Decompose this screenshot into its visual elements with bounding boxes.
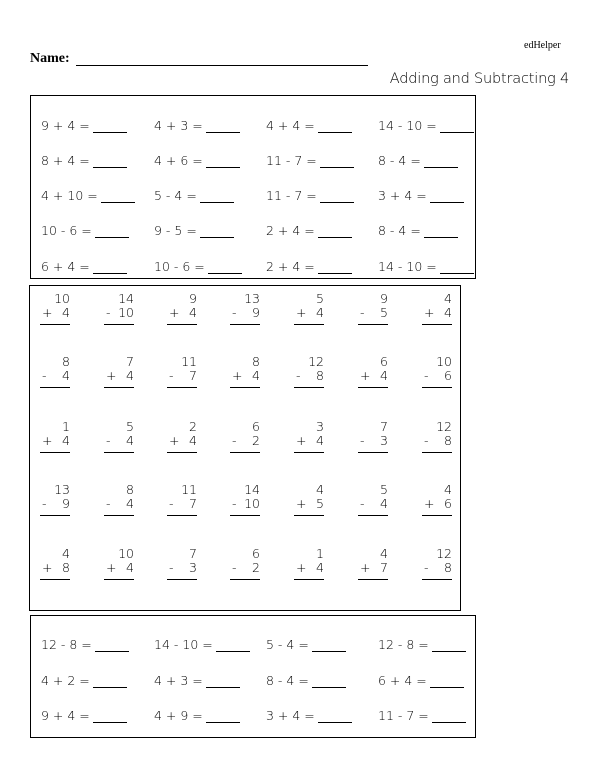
vertical-problem	[104, 547, 134, 580]
problem-expression: 11 - 7 =	[378, 708, 429, 723]
problem	[378, 708, 466, 723]
operator-sign: +	[42, 305, 53, 320]
top-operand: 10	[54, 291, 70, 306]
top-operand: 8	[126, 482, 134, 497]
answer-blank[interactable]	[200, 190, 234, 203]
vertical-problem	[40, 292, 70, 325]
name-input-line[interactable]	[76, 65, 368, 66]
bottom-operand: 8	[62, 560, 70, 575]
bottom-operand: 4	[252, 368, 260, 383]
operator-sign: -	[42, 496, 47, 511]
vertical-problem	[294, 420, 324, 453]
bottom-operand: 4	[62, 433, 70, 448]
problem	[378, 673, 464, 688]
answer-blank[interactable]	[318, 120, 352, 133]
bottom-operand: 4	[126, 496, 134, 511]
operator-line[interactable]	[358, 561, 388, 580]
top-operand: 13	[244, 291, 260, 306]
problem-expression: 8 - 4 =	[378, 153, 421, 168]
operator-line[interactable]	[294, 434, 324, 453]
operator-line[interactable]	[294, 369, 324, 388]
horizontal-problems-section-2	[30, 615, 476, 738]
bottom-operand: 4	[444, 305, 452, 320]
bottom-operand: 9	[252, 305, 260, 320]
top-operand: 6	[252, 419, 260, 434]
operator-line[interactable]	[104, 561, 134, 580]
operator-sign: -	[232, 433, 237, 448]
bottom-operand: 7	[189, 368, 197, 383]
bottom-operand: 4	[189, 433, 197, 448]
top-operand: 13	[54, 482, 70, 497]
problem	[378, 118, 474, 133]
problem-expression: 9 - 5 =	[154, 223, 197, 238]
problem-expression: 4 + 3 =	[154, 118, 203, 133]
bottom-operand: 4	[380, 496, 388, 511]
problem-expression: 14 - 10 =	[378, 118, 437, 133]
operator-line[interactable]	[230, 497, 260, 516]
operator-sign: -	[106, 496, 111, 511]
operator-sign: -	[360, 305, 365, 320]
answer-blank[interactable]	[424, 225, 458, 238]
vertical-problem	[40, 355, 70, 388]
vertical-problem	[358, 292, 388, 325]
problem-expression: 14 - 10 =	[378, 259, 437, 274]
top-operand: 3	[316, 419, 324, 434]
vertical-problem	[358, 420, 388, 453]
operator-sign: -	[424, 560, 429, 575]
top-operand: 1	[316, 546, 324, 561]
operator-sign: +	[424, 305, 435, 320]
bottom-operand: 8	[316, 368, 324, 383]
operator-line[interactable]	[422, 561, 452, 580]
top-operand: 12	[436, 419, 452, 434]
operator-sign: +	[169, 433, 180, 448]
operator-sign: +	[360, 368, 371, 383]
problem	[266, 223, 352, 238]
bottom-operand: 10	[118, 305, 134, 320]
operator-line[interactable]	[294, 497, 324, 516]
operator-sign: -	[42, 368, 47, 383]
vertical-problem	[294, 292, 324, 325]
operator-sign: +	[106, 368, 117, 383]
problem	[41, 223, 129, 238]
problem-expression: 12 - 8 =	[41, 637, 92, 652]
problem-expression: 4 + 3 =	[154, 673, 203, 688]
brand-label: edHelper	[524, 40, 561, 51]
answer-blank[interactable]	[318, 710, 352, 723]
operator-line[interactable]	[40, 497, 70, 516]
vertical-problem	[167, 483, 197, 516]
problem	[41, 118, 127, 133]
vertical-problem	[422, 420, 452, 453]
problem-expression: 4 + 10 =	[41, 188, 98, 203]
problem-expression: 11 - 7 =	[266, 153, 317, 168]
top-operand: 8	[62, 354, 70, 369]
operator-sign: +	[106, 560, 117, 575]
operator-line[interactable]	[167, 306, 197, 325]
problem-expression: 11 - 7 =	[266, 188, 317, 203]
answer-blank[interactable]	[216, 639, 250, 652]
problem-expression: 4 + 4 =	[266, 118, 315, 133]
operator-sign: +	[424, 496, 435, 511]
operator-sign: -	[360, 433, 365, 448]
top-operand: 10	[436, 354, 452, 369]
vertical-problem	[104, 420, 134, 453]
operator-line[interactable]	[167, 434, 197, 453]
bottom-operand: 8	[444, 433, 452, 448]
vertical-problems-section	[29, 285, 461, 611]
problem	[154, 118, 240, 133]
problem-expression: 8 + 4 =	[41, 153, 90, 168]
top-operand: 8	[252, 354, 260, 369]
problem	[266, 153, 354, 168]
top-operand: 12	[308, 354, 324, 369]
answer-blank[interactable]	[318, 261, 352, 274]
vertical-problem	[230, 420, 260, 453]
problem	[154, 637, 250, 652]
vertical-problem	[167, 547, 197, 580]
answer-blank[interactable]	[206, 710, 240, 723]
operator-line[interactable]	[230, 306, 260, 325]
vertical-problem	[40, 420, 70, 453]
vertical-problem	[230, 292, 260, 325]
top-operand: 5	[126, 419, 134, 434]
problem-expression: 12 - 8 =	[378, 637, 429, 652]
problem	[266, 708, 352, 723]
problem-expression: 2 + 4 =	[266, 259, 315, 274]
vertical-problem	[230, 355, 260, 388]
operator-sign: +	[296, 433, 307, 448]
operator-line[interactable]	[40, 434, 70, 453]
bottom-operand: 7	[189, 496, 197, 511]
horizontal-problems-section-1	[30, 95, 476, 279]
operator-line[interactable]	[358, 306, 388, 325]
problem	[266, 188, 354, 203]
answer-blank[interactable]	[432, 639, 466, 652]
answer-blank[interactable]	[432, 710, 466, 723]
operator-sign: -	[232, 560, 237, 575]
vertical-problem	[167, 420, 197, 453]
operator-line[interactable]	[422, 497, 452, 516]
top-operand: 9	[380, 291, 388, 306]
problem	[378, 259, 474, 274]
answer-blank[interactable]	[430, 190, 464, 203]
operator-line[interactable]	[40, 306, 70, 325]
problem	[154, 223, 234, 238]
problem-expression: 6 + 4 =	[41, 259, 90, 274]
top-operand: 6	[380, 354, 388, 369]
bottom-operand: 3	[380, 433, 388, 448]
answer-blank[interactable]	[93, 675, 127, 688]
top-operand: 11	[181, 482, 197, 497]
top-operand: 11	[181, 354, 197, 369]
answer-blank[interactable]	[200, 225, 234, 238]
answer-blank[interactable]	[318, 225, 352, 238]
bottom-operand: 4	[126, 560, 134, 575]
operator-line[interactable]	[230, 561, 260, 580]
top-operand: 14	[118, 291, 134, 306]
problem	[266, 637, 346, 652]
operator-line[interactable]	[422, 434, 452, 453]
answer-blank[interactable]	[93, 155, 127, 168]
problem	[41, 673, 127, 688]
top-operand: 7	[189, 546, 197, 561]
operator-line[interactable]	[294, 561, 324, 580]
problem-expression: 9 + 4 =	[41, 708, 90, 723]
operator-sign: -	[106, 305, 111, 320]
bottom-operand: 4	[316, 560, 324, 575]
answer-blank[interactable]	[95, 225, 129, 238]
operator-sign: +	[296, 305, 307, 320]
problem	[154, 153, 240, 168]
problem	[154, 188, 234, 203]
operator-line[interactable]	[104, 369, 134, 388]
top-operand: 4	[62, 546, 70, 561]
operator-sign: +	[42, 433, 53, 448]
problem-expression: 8 - 4 =	[378, 223, 421, 238]
problem	[378, 637, 466, 652]
operator-sign: -	[232, 305, 237, 320]
bottom-operand: 2	[252, 433, 260, 448]
problem-expression: 10 - 6 =	[41, 223, 92, 238]
vertical-problem	[422, 355, 452, 388]
top-operand: 2	[189, 419, 197, 434]
answer-blank[interactable]	[206, 675, 240, 688]
bottom-operand: 7	[380, 560, 388, 575]
top-operand: 4	[380, 546, 388, 561]
bottom-operand: 4	[189, 305, 197, 320]
bottom-operand: 3	[189, 560, 197, 575]
problem	[154, 673, 240, 688]
top-operand: 10	[118, 546, 134, 561]
bottom-operand: 8	[444, 560, 452, 575]
answer-blank[interactable]	[208, 261, 242, 274]
answer-blank[interactable]	[93, 261, 127, 274]
problem-expression: 3 + 4 =	[378, 188, 427, 203]
top-operand: 4	[316, 482, 324, 497]
answer-blank[interactable]	[440, 120, 474, 133]
operator-sign: -	[424, 433, 429, 448]
vertical-problem	[422, 547, 452, 580]
problem-expression: 4 + 2 =	[41, 673, 90, 688]
problem-expression: 6 + 4 =	[378, 673, 427, 688]
top-operand: 7	[380, 419, 388, 434]
top-operand: 6	[252, 546, 260, 561]
bottom-operand: 4	[126, 433, 134, 448]
operator-sign: +	[42, 560, 53, 575]
answer-blank[interactable]	[312, 639, 346, 652]
bottom-operand: 5	[380, 305, 388, 320]
operator-sign: -	[169, 496, 174, 511]
answer-blank[interactable]	[206, 120, 240, 133]
top-operand: 12	[436, 546, 452, 561]
vertical-problem	[358, 355, 388, 388]
problem	[154, 708, 240, 723]
answer-blank[interactable]	[93, 120, 127, 133]
answer-blank[interactable]	[430, 675, 464, 688]
answer-blank[interactable]	[424, 155, 458, 168]
problem-expression: 9 + 4 =	[41, 118, 90, 133]
problem	[41, 153, 127, 168]
vertical-problem	[104, 355, 134, 388]
operator-sign: -	[232, 496, 237, 511]
bottom-operand: 2	[252, 560, 260, 575]
bottom-operand: 4	[62, 368, 70, 383]
top-operand: 5	[380, 482, 388, 497]
top-operand: 1	[62, 419, 70, 434]
problem	[266, 673, 346, 688]
answer-blank[interactable]	[95, 639, 129, 652]
answer-blank[interactable]	[206, 155, 240, 168]
operator-sign: +	[232, 368, 243, 383]
problem-expression: 14 - 10 =	[154, 637, 213, 652]
vertical-problem	[167, 292, 197, 325]
problem	[378, 188, 464, 203]
problem-expression: 10 - 6 =	[154, 259, 205, 274]
operator-line[interactable]	[167, 561, 197, 580]
answer-blank[interactable]	[93, 710, 127, 723]
operator-line[interactable]	[294, 306, 324, 325]
operator-line[interactable]	[104, 497, 134, 516]
top-operand: 9	[189, 291, 197, 306]
problem	[378, 153, 458, 168]
name-label: Name:	[30, 51, 70, 66]
answer-blank[interactable]	[440, 261, 474, 274]
vertical-problem	[358, 547, 388, 580]
operator-line[interactable]	[422, 369, 452, 388]
problem	[41, 637, 129, 652]
operator-line[interactable]	[230, 434, 260, 453]
operator-sign: -	[424, 368, 429, 383]
bottom-operand: 4	[316, 433, 324, 448]
problem	[41, 188, 135, 203]
problem-expression: 5 - 4 =	[154, 188, 197, 203]
problem	[378, 223, 458, 238]
problem-expression: 8 - 4 =	[266, 673, 309, 688]
vertical-problem	[294, 483, 324, 516]
bottom-operand: 4	[62, 305, 70, 320]
operator-sign: -	[360, 496, 365, 511]
vertical-problem	[294, 355, 324, 388]
answer-blank[interactable]	[320, 155, 354, 168]
top-operand: 14	[244, 482, 260, 497]
top-operand: 5	[316, 291, 324, 306]
bottom-operand: 6	[444, 496, 452, 511]
top-operand: 7	[126, 354, 134, 369]
problem	[41, 259, 127, 274]
operator-line[interactable]	[167, 497, 197, 516]
problem-expression: 4 + 9 =	[154, 708, 203, 723]
vertical-problem	[358, 483, 388, 516]
operator-line[interactable]	[358, 434, 388, 453]
bottom-operand: 9	[62, 496, 70, 511]
vertical-problem	[104, 483, 134, 516]
operator-line[interactable]	[358, 497, 388, 516]
vertical-problem	[422, 292, 452, 325]
operator-sign: +	[296, 560, 307, 575]
worksheet-title: Adding and Subtracting 4	[389, 71, 569, 87]
problem	[41, 708, 127, 723]
problem-expression: 3 + 4 =	[266, 708, 315, 723]
vertical-problem	[230, 547, 260, 580]
problem	[154, 259, 242, 274]
bottom-operand: 6	[444, 368, 452, 383]
operator-line[interactable]	[104, 306, 134, 325]
operator-line[interactable]	[422, 306, 452, 325]
vertical-problem	[167, 355, 197, 388]
problem-expression: 2 + 4 =	[266, 223, 315, 238]
problem-expression: 4 + 6 =	[154, 153, 203, 168]
answer-blank[interactable]	[312, 675, 346, 688]
bottom-operand: 4	[380, 368, 388, 383]
operator-sign: -	[169, 368, 174, 383]
operator-sign: +	[360, 560, 371, 575]
problem	[266, 118, 352, 133]
operator-line[interactable]	[358, 369, 388, 388]
top-operand: 4	[444, 291, 452, 306]
vertical-problem	[40, 483, 70, 516]
problem	[266, 259, 352, 274]
bottom-operand: 5	[316, 496, 324, 511]
operator-sign: -	[106, 433, 111, 448]
operator-sign: -	[169, 560, 174, 575]
vertical-problem	[294, 547, 324, 580]
vertical-problem	[230, 483, 260, 516]
operator-line[interactable]	[40, 369, 70, 388]
bottom-operand: 4	[316, 305, 324, 320]
bottom-operand: 10	[244, 496, 260, 511]
answer-blank[interactable]	[320, 190, 354, 203]
operator-line[interactable]	[40, 561, 70, 580]
operator-line[interactable]	[167, 369, 197, 388]
top-operand: 4	[444, 482, 452, 497]
operator-sign: -	[296, 368, 301, 383]
operator-sign: +	[296, 496, 307, 511]
bottom-operand: 4	[126, 368, 134, 383]
operator-sign: +	[169, 305, 180, 320]
vertical-problem	[104, 292, 134, 325]
vertical-problem	[40, 547, 70, 580]
problem-expression: 5 - 4 =	[266, 637, 309, 652]
operator-line[interactable]	[230, 369, 260, 388]
answer-blank[interactable]	[101, 190, 135, 203]
vertical-problem	[422, 483, 452, 516]
operator-line[interactable]	[104, 434, 134, 453]
